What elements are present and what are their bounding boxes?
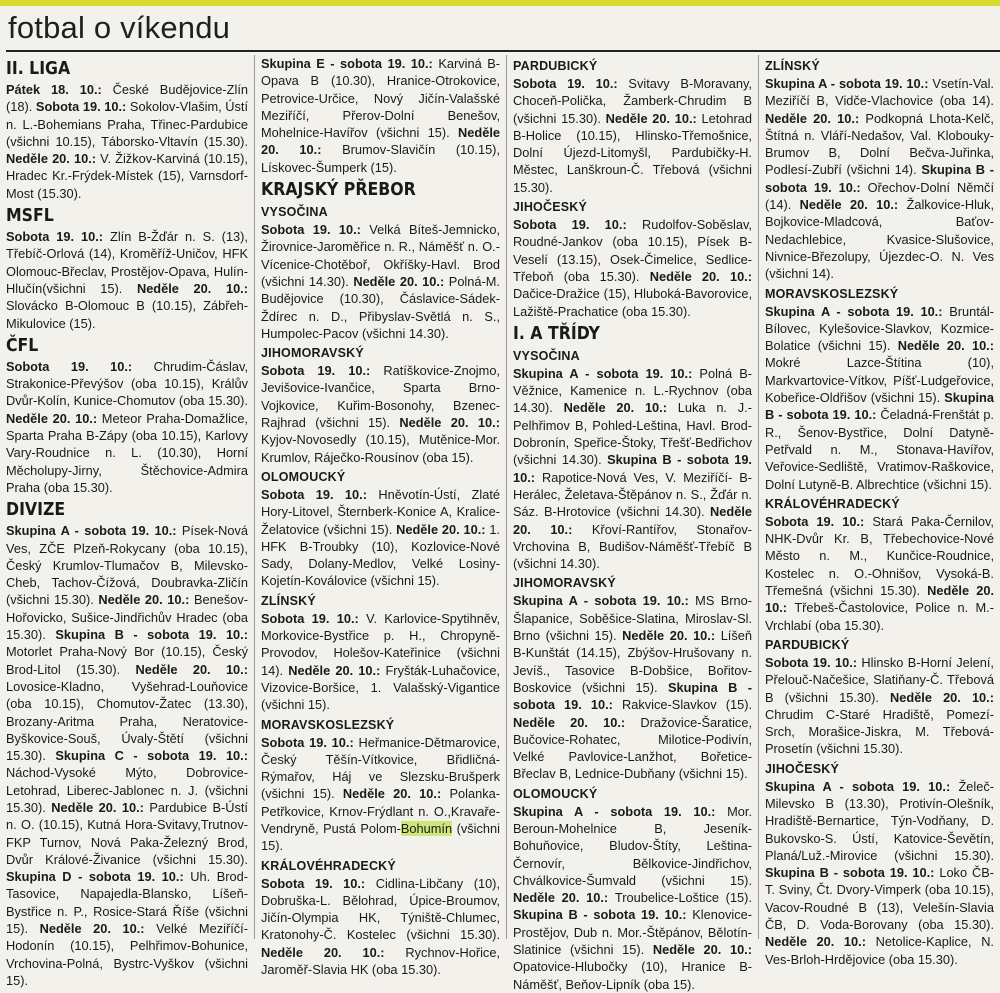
fixture-text: Mor. Beroun-Mohelnice B, Jeseník-Bohuňovice, Bludov-Štíty, Leština-Černovír, Bělkovice-Jindřichov, Chválkovice-Šumvald (všichni 15). [513,803,752,888]
date-label: Neděle 20. 10.: [98,592,194,608]
fixture-paragraph [765,654,994,758]
fixture-text: Chrudim C-Staré Hradiště, Pomezí-Srch, Morašice-Jiskra, M. Třebová-Prosetín (všichni 15.30). [765,706,994,757]
date-label: Sobota 19. 10.: [6,229,110,245]
top-color-bar [0,0,1000,6]
title-rule [6,50,1000,52]
date-label: Neděle 20. 10.: [890,689,994,705]
fixture-text: Podkopná Lhota-Kelč, Štítná n. Vláří-Nedašov, Val. Klobouky-Brumov B, Dolní Bečva-Juřinka, Podlesí-Zubří (všichni 14). [765,110,994,178]
fixture-text: Mokré Lazce-Štítina (10), Markvartovice-Vítkov, Píšť-Ludgeřovice, Kobeřice-Oldřišov (všichni 15). [765,355,994,406]
fixture-paragraph [261,875,500,979]
date-label: Skupina E - sobota 19. 10.: [261,56,439,71]
date-label: Sobota 19. 10.: [765,513,873,529]
date-label: Skupina C - sobota 19. 10.: [55,748,248,764]
fixture-text: Chrudim-Čáslav, Strakonice-Převýšov (oba 10.15), Králův Dvůr-Kolín, Kunice-Chomutov (oba 15.30). [6,358,248,409]
date-label: Neděle 20. 10.: [765,934,876,950]
region-heading: KRÁLOVÉHRADECKÝ [765,496,900,511]
fixture-text: Karviná B-Opava B (10.30), Hranice-Otrokovice, Petrovice-Určice, Nový Jičín-Valašské Meziříčí, Přerov-Dolní Benešov, Mohelnice-Havířov (všichni 15). [261,56,500,141]
date-label: Neděle 20. 10.: [51,799,150,815]
date-label: Pátek 18. 10.: [6,82,113,97]
region-heading: KRÁLOVÉHRADECKÝ [261,858,396,873]
fixture-paragraph [261,55,500,176]
fixture-text: V. Karlovice-Spytihněv, Morkovice-Bystřice p. H., Chropyně-Provodov, Holešov-Kateřinice (všichni 14). [261,610,500,678]
fixture-text: Písek-Nová Ves, ZČE Plzeň-Rokycany (oba 10.15), Český Krumlov-Tlumačov B, Milevsko-Cheb, Tachov-Čížová, Doubravka-Zličín (všichni 15.30). [6,523,248,608]
region-heading: JIHOČESKÝ [765,761,840,776]
section-heading: DIVIZE [6,500,66,521]
date-label: Neděle 20. 10.: [605,110,702,126]
date-label: Neděle 20. 10.: [563,400,678,416]
fixture-text: MS Brno-Šlapanice, Soběšice-Slatina, Miroslav-Sl. Brno (všichni 15). [513,593,753,644]
date-label: Sobota 19. 10.: [261,363,384,379]
fixture-paragraph [6,228,248,332]
date-label: Sobota 19. 10.: [261,610,367,626]
fixture-paragraph [765,75,994,283]
date-label: Sobota 19. 10.: [261,486,379,502]
region-heading: JIHOČESKÝ [513,200,588,215]
date-label: Skupina B - sobota 19. 10.: [765,865,940,881]
fixture-text: Opatovice-Hlubočky (10), Hranice B-Náměšť, Beňov-Lipník (oba 15). [513,959,752,992]
region-heading: OLOMOUCKÝ [261,469,346,484]
date-label: Neděle 20. 10.: [261,944,406,960]
date-label: Neděle 20. 10.: [765,110,866,126]
column-4 [758,55,1000,967]
fixture-text: Želeč-Milevsko B (13.30), Protivín-Olešník, Hradiště-Bernartice, Týn-Vodňany, D. Bukovsko-S. Ústí, Katovice-Ševětín, Planá/Luž.-Mirovice (všichni 15.30). [765,778,994,863]
fixture-text: Svitavy B-Moravany, Choceň-Polička, Žamberk-Chrudim B (všichni 15.30). [513,76,752,126]
date-label: Neděle 20. 10.: [622,628,721,644]
fixture-text: Dražovice-Šaratice, Bučovice-Rohatec, Milotice-Podivín, Velké Pavlovice-Lanžhot, Bořetice-Břeclav B, Lednice-Dubňany (všichni 15). [513,714,752,782]
fixture-paragraph [513,75,752,196]
fixture-paragraph [261,734,500,855]
fixture-text: Cidlina-Libčany (10), Dobruška-L. Bělohrad, Úpice-Broumov, Jičín-Olympia HK, Týniště-Chlumec, Kratonohy-Č. Kostelec (všichni 15.30). [261,875,501,943]
date-label: Neděle 20. 10.: [39,921,157,937]
region-heading: PARDUBICKÝ [513,59,598,73]
date-label: Skupina B - sobota 19. 10.: [513,452,752,485]
region-heading: VYSOČINA [261,205,328,220]
date-label: Skupina A - sobota 19. 10.: [765,778,959,794]
fixture-text: Náchod-Vysoké Mýto, Dobrovice-Letohrad, Liberec-Jablonec n. J. (všichni 15.30). [6,765,248,815]
fixture-text: Loko ČB-T. Sviny, Čt. Dvory-Vimperk (oba 10.15), Vacov-Roudné B (13), Velešín-Slavia ČB, D. Voda-Borovany (oba 15.30). [765,865,994,933]
date-label: Skupina B - sobota 19. 10.: [765,390,994,423]
region-heading: OLOMOUCKÝ [513,786,598,801]
fixture-paragraph [261,486,500,590]
column-2 [254,55,506,978]
fixture-text: Stará Paka-Černilov, NHK-Dvůr Kr. B, Třebechovice-Nové Město n. M., Kunčice-Roudnice, Kostelec n. O.-Ohnišov, Vysoká-B. Třemešná (všichni 15.30). [765,513,994,599]
date-label: Sobota 19. 10.: [513,217,642,233]
fixture-paragraph [261,362,500,466]
date-label: Sobota 19. 10.: [35,99,130,115]
fixture-text: Slovácko B-Olomouc B (10.15), Zábřeh-Mikulovice (15). [6,298,248,331]
date-label: Neděle 20. 10.: [135,661,248,677]
column-3 [506,55,758,992]
fixture-paragraph [513,592,752,782]
fixture-text: Troubelice-Loštice (15). [614,890,752,906]
fixture-text: Kyjov-Novosedly (10.15), Mutěnice-Mor. Krumlov, Ráječko-Rousínov (oba 15). [261,432,500,465]
date-label: Sobota 19. 10.: [261,734,359,750]
date-label: Neděle 20. 10.: [513,890,615,906]
fixture-paragraph [6,522,248,989]
date-label: Skupina A - sobota 19. 10.: [513,593,696,609]
region-heading: PARDUBICKÝ [765,637,850,652]
fixture-text: Zlín B-Žďár n. S. (13), Třebíč-Orlová (14), Kroměříž-Uničov, HFK Olomouc-Břeclav, Prostějov-Opava, Hulín-Hlučín(všichni 15). [6,229,248,296]
fixture-text: Dačice-Dražice (15), Hluboká-Bavorovice, Lažiště-Prachatice (oba 15.30). [513,286,752,319]
fixture-paragraph [513,803,752,993]
fixture-text: V. Žižkov-Karviná (10.15), Hradec Kr.-Frýdek-Místek (15), Varnsdorf-Most (15.30). [6,151,248,201]
fixture-text: Líšeň B-Kunštát (14.15), Zbýšov-Hrušovany n. Jevíš., Tasovice B-Dobšice, Bořitov-Boskovice (všichni 15). [513,628,752,695]
fixture-text: Sokolov-Vlašim, Ústí n. L.-Bohemians Praha, Třinec-Pardubice (všichni 10.15), Táborsko-Vltavín (15.30). [6,99,249,149]
fixture-paragraph [513,365,752,573]
page-title: fotbal o víkendu [8,10,231,45]
fixture-text: Rudolfov-Soběslav, Roudné-Jankov (oba 10.15), Písek B-Veselí (13.15), Osek-Čimelice, Sedlice-Třeboň (oba 15.30). [513,217,752,284]
fixture-text: Letohrad B-Holice (10.15), Hlinsko-Třemošnice, Dolní Újezd-Litomyšl, Pardubičky-H. Městec, Lanškroun-Č. Třebová (všichni 15.30). [513,110,752,195]
fixture-text: Pardubice B-Ústí n. O. (10.15), Kutná Hora-Svitavy,Trutnov-FKP Turnov, Nová Paka-Železný Brod, Dvůr Králové-Živanice (všichni 15.30). [6,799,248,867]
date-label: Skupina A - sobota 19. 10.: [6,523,182,539]
fixture-text: Žalkovice-Hluk, Bojkovice-Mladcová, Baťov-Nedachlebice, Kvasice-Slušovice, Nivnice-Březolupy, Újezdec-O. N. Ves (všichni 14). [765,197,994,282]
fixture-text: Brumov-Slavičín (10.15), Lískovec-Šumperk (15). [261,142,500,175]
fixture-text: Rapotice-Nová Ves, V. Meziříčí- B-Herálec, Želetava-Štěpánov n. S., Žďár n. Sáz. B-Hrotovice (všichni 14.30). [513,469,752,520]
fixture-paragraph [765,778,994,968]
fixture-text: Meteor Praha-Domažlice, Sparta Praha B-Zápy (oba 10.15), Karlovy Vary-Roudnice n. L. (10.30), Horní Měcholupy-Jirny, Štěchovice-Admira Praha (oba 15.30). [6,410,248,495]
fixture-text: Fryšták-Luhačovice, Vizovice-Boršice, 1. Valašský-Vigantice (všichni 15). [261,662,500,713]
date-label: Neděle 20. 10.: [649,268,752,284]
fixture-text: Polanka-Petřkovice, Krnov-Frýdlant n. O.,Kravaře-Vendryně, Pustá Polom- [261,786,500,836]
date-label: Skupina B - sobota 19. 10.: [513,907,693,923]
date-label: Skupina A - sobota 19. 10.: [765,76,933,91]
date-label: Skupina A - sobota 19. 10.: [765,303,950,319]
date-label: Neděle 20. 10.: [6,151,101,167]
date-label: Neděle 20. 10.: [342,786,450,802]
fixture-text: Ořechov-Dolní Němčí (14). [765,179,994,213]
date-label: Sobota 19. 10.: [261,875,376,891]
section-heading: KRAJSKÝ PŘEBOR [261,180,416,201]
date-label: Neděle 20. 10.: [288,662,386,678]
section-heading: MSFL [6,206,54,227]
fixture-paragraph [6,358,248,496]
fixture-text: Třebeš-Častolovice, Police n. M.-Vrchlabí (oba 15.30). [765,600,994,633]
date-label: Neděle 20. 10.: [396,521,490,537]
fixture-text: Lovosice-Kladno, Vyšehrad-Louňovice (oba 10.15), Chomutov-Žatec (13.30), Brozany-Aritma Praha, Neratovice-Byškovice-Souš, Úvaly-Štětí (všichni 15.30). [6,678,248,764]
fixture-text: Křoví-Rantířov, Stonařov-Vrchovina B, Budišov-Náměšť-Třebíč B (všichni 14.30). [513,521,752,572]
fixture-text: Polná B-Věžnice, Kamenice n. L.-Rychnov (oba 14.30). [513,365,752,416]
date-label: Skupina B - sobota 19. 10.: [55,627,248,643]
date-label: Sobota 19. 10.: [765,654,862,670]
fixture-text: Velké Meziříčí-Hodonín (10.15), Pelhřimov-Bohunice, Vrchovina-Polná, Bystrc-Vyškov (všichni 15). [6,921,248,988]
section-heading: ČFL [6,335,39,356]
date-label: Neděle 20. 10.: [897,338,995,354]
fixture-text: Netolice-Kaplice, N. Ves-Brloh-Hrdějovice (oba 15.30). [765,934,994,967]
fixture-paragraph [261,221,500,342]
fixture-text: 1. HFK B-Troubky (10), Kozlovice-Nové Sady, Dolany-Medlov, Velké Losiny-Kojetín-Koválovice (všichni 15). [261,521,500,589]
fixture-paragraph [261,610,500,714]
column-1 [0,55,254,988]
fixture-text: Hněvotín-Ústí, Zlaté Hory-Litovel, Šternberk-Konice A, Kralice-Želatovice (všichni 15). [261,486,500,537]
fixture-text: Rychnov-Hořice, Jaroměř-Slavia HK (oba 15.30). [261,944,500,978]
date-label: Sobota 19. 10.: [6,358,154,374]
date-label: Neděle 20. 10.: [136,280,249,296]
region-heading: MORAVSKOSLEZSKÝ [261,717,395,732]
section-heading: I. A TŘÍDY [513,323,600,344]
fixture-paragraph [513,216,752,320]
fixture-text: (všichni 15). [261,820,501,854]
fixture-paragraph [765,513,994,634]
date-label: Neděle 20. 10.: [6,410,102,426]
date-label: Neděle 20. 10.: [353,273,449,289]
fixture-text: Bruntál-Bílovec, Kylešovice-Slavkov, Kozmice-Bolatice (všichni 15). [765,303,994,354]
date-label: Neděle 20. 10.: [399,415,500,431]
date-label: Skupina B - sobota 19. 10.: [765,162,994,195]
region-heading: VYSOČINA [513,348,580,363]
date-label: Skupina A - sobota 19. 10.: [513,365,700,381]
date-label: Sobota 19. 10.: [513,76,629,91]
region-heading: JIHOMORAVSKÝ [513,576,616,591]
fixture-paragraph [6,81,248,202]
fixture-text: Velká Bíteš-Jemnicko, Žirovnice-Jaroměřice n. R., Náměšť n. O.-Vícenice-Chotěboř, Okříšky-Havl. Brod (všichni 14.30). [261,222,500,289]
date-label: Neděle 20. 10.: [513,714,641,730]
date-label: Neděle 20. 10.: [513,504,752,537]
region-heading: ZLÍNSKÝ [765,59,820,73]
date-label: Skupina A - sobota 19. 10.: [513,803,728,819]
date-label: Neděle 20. 10.: [799,197,907,213]
fixture-text: Čeladná-Frenštát p. R., Šenov-Bystřice, Dolní Datyně-Petřvald n. M., Stonava-Havířov, Veřovice-Sedliště, Vratimov-Raškovice, Dolní Lutyně-B. Albrechtice (všichni 15). [765,407,994,492]
date-label: Neděle 20. 10.: [261,125,500,158]
date-label: Neděle 20. 10.: [765,583,994,616]
fixture-text: Uh. Brod-Tasovice, Napajedla-Blansko, Líšeň-Bystřice n. P., Rosice-Stará Říše (všichni 15). [6,869,248,937]
fixture-text: Rakvice-Slavkov (15). [622,697,753,713]
fixture-text: Benešov-Hořovicko, Sušice-Jindřichův Hradec (oba 15.30). [6,592,248,643]
region-heading: MORAVSKOSLEZSKÝ [765,286,899,301]
fixture-text: Polná-M. Budějovice (10.30), Čáslavice-Sádek-Ždírec n. D., Přibyslav-Světlá n. S., Humpolec-Pacov (všichni 14.30). [261,273,500,341]
fixture-text: Hlinsko B-Horní Jelení, Přelouč-Načešice, Slatiňany-Č. Třebová B (všichni 15.30). [765,654,994,705]
date-label: Neděle 20. 10.: [652,942,753,958]
section-heading: II. LIGA [6,59,71,79]
date-label: Skupina D - sobota 19. 10.: [6,869,191,885]
fixture-text: Luka n. J.-Pelhřimov B, Pohled-Leština, Havl. Brod-Dobronín, Speřice-Štoky, Třešť-Bedřichov (všichni 14.30). [513,400,752,468]
highlighted-team: Bohumín [400,820,453,836]
fixture-text: Heřmanice-Dětmarovice, Český Těšín-Vítkovice, Břidličná-Rýmařov, Háj ve Slezsku-Brušperk (všichni 15). [261,734,500,802]
date-label: Skupina B - sobota 19. 10.: [513,679,753,713]
fixture-paragraph [765,303,994,493]
region-heading: ZLÍNSKÝ [261,593,316,608]
fixture-text: Klenovice-Prostějov, Dub n. Mor.-Štěpánov, Bělotín-Slatinice (všichni 15). [513,907,752,958]
fixture-text: Ratíškovice-Znojmo, Jevišovice-Ivančice, Sparta Brno-Vojkovice, Kuřim-Bosonohy, Bzenec-Rajhrad (všichni 15). [261,363,500,431]
date-label: Sobota 19. 10.: [261,222,370,238]
fixture-text: Vsetín-Val. Meziříčí B, Vidče-Vlachovice (oba 14). [765,76,994,109]
fixture-text: České Budějovice-Zlín (18). [6,82,248,115]
fixture-text: Motorlet Praha-Nový Bor (10.15), Český Brod-Litol (15.30). [6,644,248,677]
region-heading: JIHOMORAVSKÝ [261,346,364,361]
